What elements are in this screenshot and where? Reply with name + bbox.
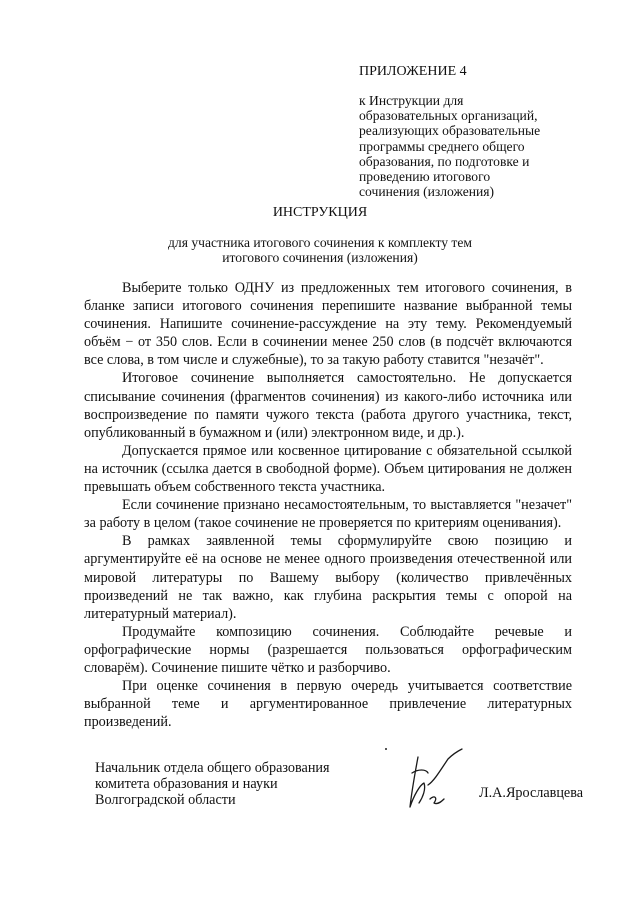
paragraph-argumentation: В рамках заявленной темы сформулируйте свою позицию и аргументируйте её на основе не менее одного произведения отечественной или мировой литературы по Вашему выбору (количество привлечённых произведений не так важно, как глубина раскрытия темы с опорой на литературный материал). bbox=[84, 533, 572, 622]
appendix-note-line: к Инструкции для bbox=[359, 93, 464, 108]
document-subtitle bbox=[0, 235, 640, 265]
instruction-body bbox=[84, 279, 572, 731]
paragraph-citation: Допускается прямое или косвенное цитирование с обязательной ссылкой на источник (ссылка дается в свободной форме). Объем цитирования не должен превышать объем собственного текста участника. bbox=[84, 442, 572, 496]
document-title: ИНСТРУКЦИЯ bbox=[272, 205, 368, 220]
signatory-position bbox=[95, 760, 330, 808]
appendix-heading: ПРИЛОЖЕНИЕ 4 bbox=[359, 64, 467, 79]
appendix-note-line: проведению итогового bbox=[359, 169, 491, 185]
paragraph-choose-topic: Выберите только ОДНУ из предложенных тем итогового сочинения, в бланке записи итогового сочинения перепишите название выбранной темы сочинения. Напишите сочинение-рассуждение на эту тему. Рекомендуемый объём − от 350 слов. Если в сочинении менее 250 слов (в подсчёт включаются все слова, в том числе и служебные), то за такую работу ставится "незачёт". bbox=[84, 280, 572, 369]
paragraph-non-independent: Если сочинение признано несамостоятельным, то выставляется "незачет" за работу в целом (такое сочинение не проверяется по критериям оценивания). bbox=[84, 497, 572, 532]
appendix-note-line: образовательных организаций, bbox=[359, 108, 538, 124]
signatory-position-line: комитета образования и науки bbox=[95, 776, 278, 792]
subtitle-line: для участника итогового сочинения к комплекту тем bbox=[168, 235, 472, 250]
paragraph-evaluation: При оценке сочинения в первую очередь учитывается соответствие выбранной теме и аргументированное привлечение литературных произведений. bbox=[84, 678, 572, 731]
appendix-note-line: сочинения (изложения) bbox=[359, 184, 495, 200]
signatory-name: Л.А.Ярославцева bbox=[479, 785, 584, 801]
appendix-note bbox=[359, 93, 629, 199]
appendix-note-line: программы среднего общего bbox=[359, 138, 525, 154]
paragraph-composition: Продумайте композицию сочинения. Соблюдайте речевые и орфографические нормы (разрешается пользоваться орфографическим словарём). Сочинение пишите чётко и разборчиво. bbox=[84, 623, 572, 676]
paragraph-independence: Итоговое сочинение выполняется самостоятельно. Не допускается списывание сочинения (фрагментов сочинения) из какого-либо источника или воспроизведение по памяти чужого текста (работа другого участника, текст, опубликованный в бумажном и (или) электронном виде, и др.). bbox=[84, 370, 572, 441]
subtitle-line: итогового сочинения (изложения) bbox=[222, 250, 418, 265]
appendix-note-line: реализующих образовательные bbox=[359, 123, 541, 139]
signatory-position-line: Волгоградской области bbox=[95, 792, 236, 808]
signatory-position-line: Начальник отдела общего образования bbox=[95, 760, 330, 776]
appendix-block bbox=[359, 64, 629, 199]
handwritten-signature bbox=[388, 745, 468, 820]
ink-dot bbox=[385, 748, 387, 750]
appendix-note-line: образования, по подготовке и bbox=[359, 153, 530, 169]
